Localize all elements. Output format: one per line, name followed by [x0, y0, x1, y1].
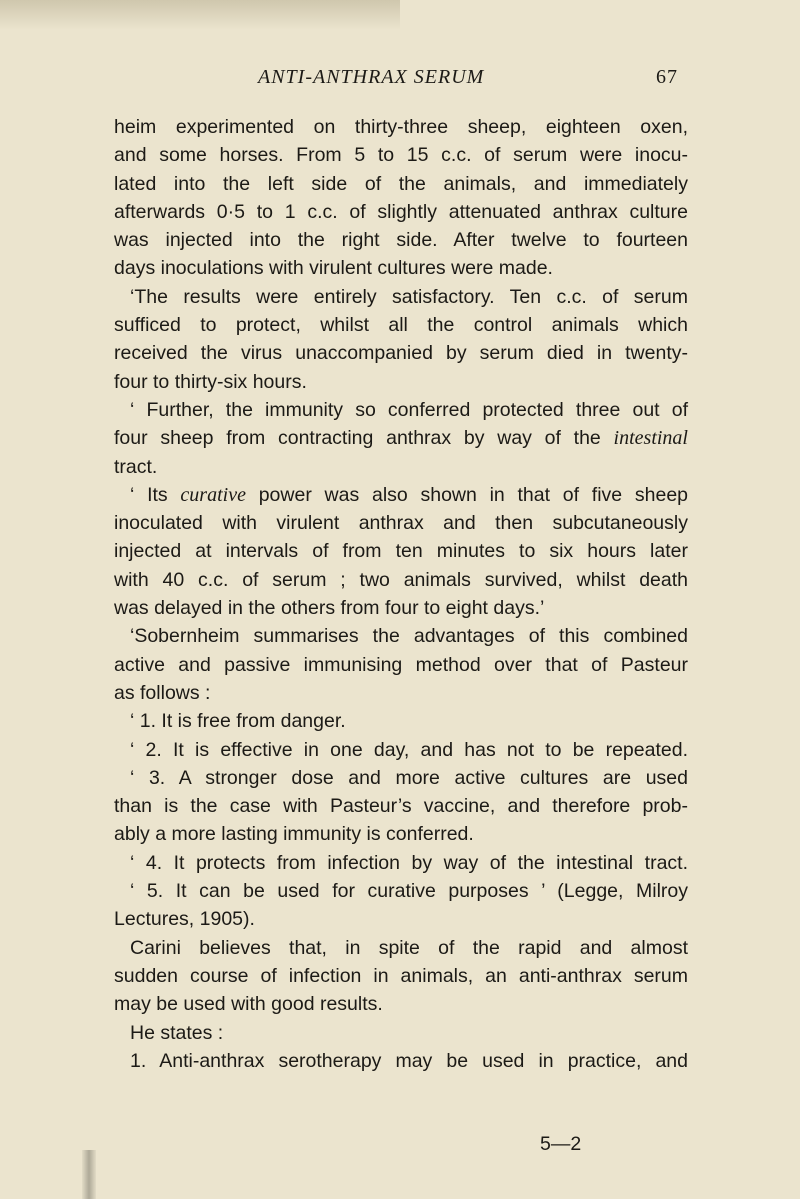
text-line — [114, 424, 688, 452]
text-span: ‘ Its — [130, 483, 168, 506]
text-line: as follows : — [114, 681, 211, 704]
text-line: heim experimented on thirty-three sheep, eighteen oxen, — [114, 116, 688, 138]
text-line: ‘ 5. It can be used for curative purposes ’ (Legge, Milroy — [130, 880, 688, 903]
body-text — [114, 113, 688, 1075]
text-line: four to thirty-six hours. — [114, 370, 307, 393]
text-line: active and passive immunising method over that of Pasteur — [114, 653, 688, 676]
text-line — [114, 481, 688, 509]
text-line: injected at intervals of from ten minutes to six hours later — [114, 540, 688, 563]
italic-word: curative — [180, 483, 246, 506]
text-line: may be used with good results. — [114, 993, 383, 1016]
text-line: ably a more lasting immunity is conferred. — [114, 823, 474, 846]
page-number: 67 — [656, 66, 678, 88]
text-span: four sheep from contracting anthrax by way of the — [114, 427, 601, 450]
running-title: ANTI-ANTHRAX SERUM — [258, 66, 485, 88]
text-line: ‘The results were entirely satisfactory. Ten c.c. of serum — [130, 285, 688, 308]
text-line: He states : — [130, 1021, 224, 1044]
text-line: ‘ 3. A stronger dose and more active cultures are used — [130, 766, 688, 789]
text-span: power was also shown in that of five sheep — [258, 483, 689, 506]
text-line: inoculated with virulent anthrax and then subcutaneously — [114, 512, 688, 535]
running-header — [258, 66, 678, 96]
text-line: and some horses. From 5 to 15 c.c. of serum were inocu- — [114, 144, 688, 167]
text-line: received the virus unaccompanied by serum died in twenty- — [114, 342, 688, 365]
italic-word: intestinal — [613, 427, 688, 450]
text-line: was delayed in the others from four to eight days.’ — [114, 597, 545, 620]
binding-shadow — [82, 1150, 96, 1199]
text-line: with 40 c.c. of serum ; two animals survived, whilst death — [114, 568, 688, 591]
text-line: Carini believes that, in spite of the rapid and almost — [130, 936, 688, 959]
text-line: tract. — [114, 455, 158, 478]
text-line: was injected into the right side. After twelve to fourteen — [114, 229, 688, 252]
text-line: sufficed to protect, whilst all the control animals which — [114, 314, 688, 337]
text-line: ‘ Further, the immunity so conferred protected three out of — [130, 398, 688, 421]
text-line: 1. Anti-anthrax serotherapy may be used in practice, and — [130, 1049, 688, 1072]
signature-mark: 5—2 — [540, 1133, 582, 1155]
text-line: than is the case with Pasteur’s vaccine, and therefore prob- — [114, 795, 688, 818]
text-line: ‘ 1. It is free from danger. — [130, 710, 346, 733]
text-line: ‘ 4. It protects from infection by way of the intestinal tract. — [130, 851, 688, 874]
text-line: days inoculations with virulent cultures were made. — [114, 257, 553, 280]
text-line: ‘Sobernheim summarises the advantages of this combined — [130, 625, 688, 648]
text-line: lated into the left side of the animals, and immediately — [114, 172, 688, 195]
page-edge-shadow — [0, 0, 400, 30]
text-line: ‘ 2. It is effective in one day, and has not to be repeated. — [130, 738, 688, 761]
text-line: afterwards 0·5 to 1 c.c. of slightly attenuated anthrax culture — [114, 200, 688, 223]
text-line: sudden course of infection in animals, an anti-anthrax serum — [114, 964, 688, 987]
text-line: Lectures, 1905). — [114, 908, 255, 931]
